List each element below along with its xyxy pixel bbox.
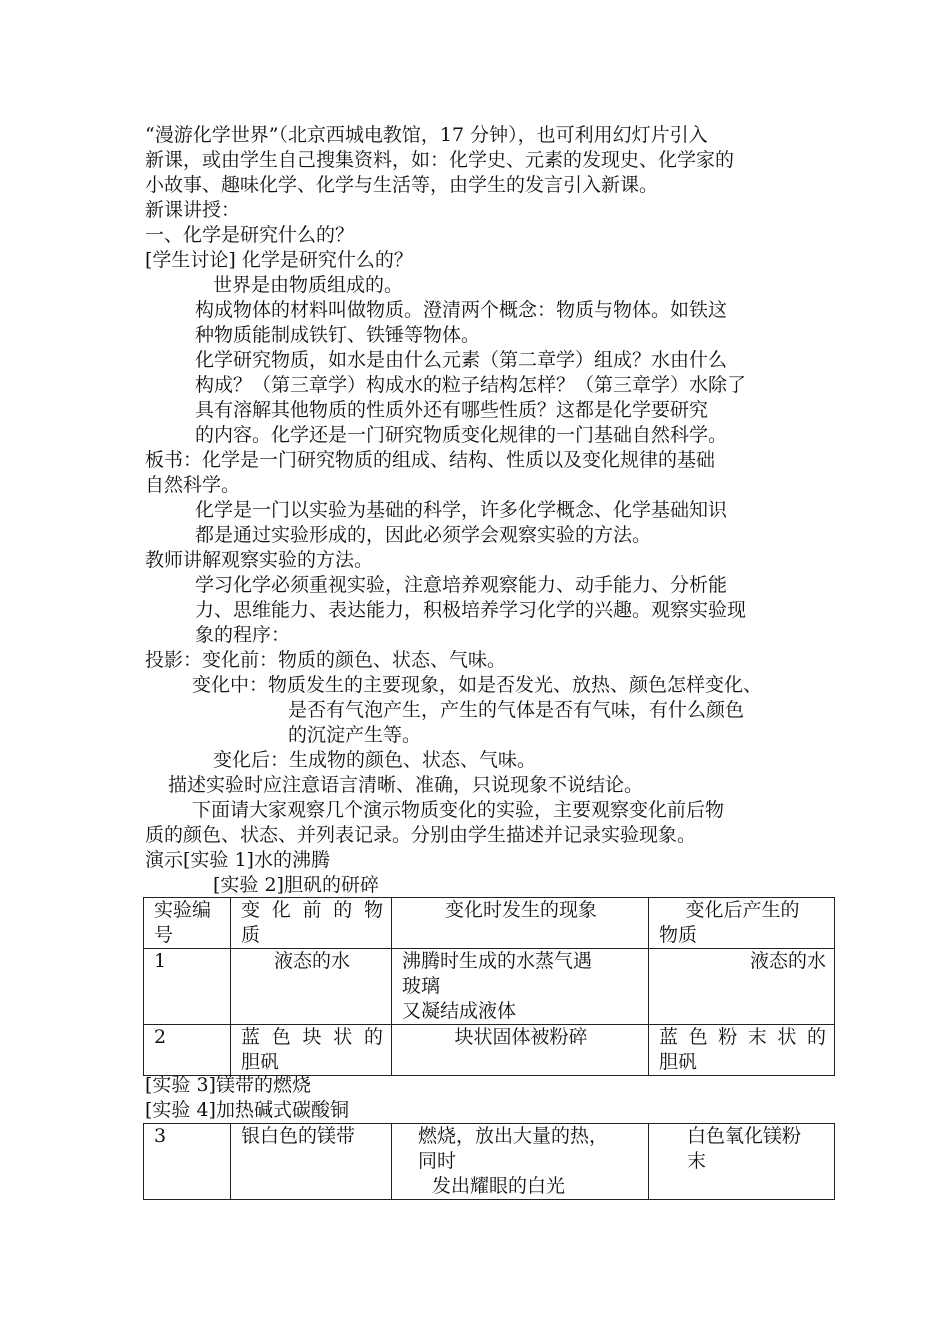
paragraph-line: 质的颜色、状态、并列表记录。分别由学生描述并记录实验现象。 xyxy=(145,824,697,846)
projection-before: 投影：变化前：物质的颜色、状态、气味。 xyxy=(145,649,507,671)
demo-experiment-2: [实验 2]胆矾的研碎 xyxy=(213,874,379,896)
table-row xyxy=(144,1025,835,1076)
intro-line-1: “漫游化学世界”（北京西城电教馆，17 分钟），也可利用幻灯片引入 xyxy=(145,124,708,146)
paragraph-line: 描述实验时应注意语言清晰、准确，只说现象不说结论。 xyxy=(168,774,644,796)
cell-before: 液态的水 xyxy=(231,949,392,1025)
paragraph-line: 构成物体的材料叫做物质。澄清两个概念：物质与物体。如铁这 xyxy=(195,299,728,321)
paragraph-line: 下面请大家观察几个演示物质变化的实验，主要观察变化前后物 xyxy=(192,799,725,821)
experiment-table-2 xyxy=(143,1123,835,1200)
student-discussion: [学生讨论] 化学是研究什么的？ xyxy=(145,249,413,271)
paragraph-line: 都是通过实验形成的，因此必须学会观察实验的方法。 xyxy=(195,524,652,546)
cell-number: 3 xyxy=(144,1124,231,1200)
intro-line-3: 小故事、趣味化学、化学与生活等，由学生的发言引入新课。 xyxy=(145,174,659,196)
projection-during-cont: 的沉淀产生等。 xyxy=(288,724,422,746)
projection-during: 变化中：物质发生的主要现象，如是否发光、放热、颜色怎样变化、 xyxy=(192,674,763,696)
cell-during: 沸腾时生成的水蒸气遇 玻璃 又凝结成液体 xyxy=(392,949,649,1025)
table-row xyxy=(144,1124,835,1200)
paragraph-line: 构成？（第三章学）构成水的粒子结构怎样？（第三章学）水除了 xyxy=(195,374,747,396)
cell-after: 蓝色粉末状的 胆矾 xyxy=(649,1025,835,1076)
paragraph-line: 化学是一门以实验为基础的科学，许多化学概念、化学基础知识 xyxy=(195,499,728,521)
projection-after: 变化后：生成物的颜色、状态、气味。 xyxy=(213,749,537,771)
section-heading-1: 一、化学是研究什么的？ xyxy=(145,224,355,246)
cell-after: 白色氧化镁粉 末 xyxy=(649,1124,835,1200)
paragraph-line: 化学研究物质，如水是由什么元素（第二章学）组成？水由什么 xyxy=(195,349,728,371)
cell-before: 银白色的镁带 xyxy=(231,1124,392,1200)
paragraph-line: 的内容。化学还是一门研究物质变化规律的一门基础自然科学。 xyxy=(195,424,728,446)
cell-after: 液态的水 xyxy=(649,949,835,1025)
cell-during: 燃烧，放出大量的热， 同时 发出耀眼的白光 xyxy=(392,1124,649,1200)
demo-experiment-1: 演示[实验 1]水的沸腾 xyxy=(145,849,330,871)
header-cell-before: 变化前的物 质 xyxy=(231,898,392,949)
cell-number: 1 xyxy=(144,949,231,1025)
paragraph-line: 具有溶解其他物质的性质外还有哪些性质？这都是化学要研究 xyxy=(195,399,709,421)
paragraph-line: 世界是由物质组成的。 xyxy=(213,274,404,296)
table-row xyxy=(144,949,835,1025)
paragraph-line: 种物质能制成铁钉、铁锤等物体。 xyxy=(195,324,481,346)
blackboard-note-line-2: 自然科学。 xyxy=(145,474,241,496)
cell-during: 块状固体被粉碎 xyxy=(392,1025,649,1076)
header-cell-after: 变化后产生的 物质 xyxy=(649,898,835,949)
table-header-row xyxy=(144,898,835,949)
header-cell-number: 实验编 号 xyxy=(144,898,231,949)
intro-line-2: 新课，或由学生自己搜集资料，如：化学史、元素的发现史、化学家的 xyxy=(145,149,735,171)
blackboard-note-line-1: 板书：化学是一门研究物质的组成、结构、性质以及变化规律的基础 xyxy=(145,449,716,471)
section-label-new-lesson: 新课讲授： xyxy=(145,199,241,221)
projection-during-cont: 是否有气泡产生，产生的气体是否有气味，有什么颜色 xyxy=(288,699,745,721)
paragraph-line: 象的程序： xyxy=(195,624,291,646)
header-cell-during: 变化时发生的现象 xyxy=(392,898,649,949)
experiment-3-label: [实验 3]镁带的燃烧 xyxy=(145,1074,311,1096)
cell-number: 2 xyxy=(144,1025,231,1076)
experiment-4-label: [实验 4]加热碱式碳酸铜 xyxy=(145,1099,349,1121)
paragraph-line: 学习化学必须重视实验，注意培养观察能力、动手能力、分析能 xyxy=(195,574,728,596)
paragraph-line: 力、思维能力、表达能力，积极培养学习化学的兴趣。观察实验现 xyxy=(195,599,747,621)
experiment-table-1 xyxy=(143,897,835,1076)
teacher-explanation: 教师讲解观察实验的方法。 xyxy=(145,549,374,571)
cell-before: 蓝色块状的 胆矾 xyxy=(231,1025,392,1076)
